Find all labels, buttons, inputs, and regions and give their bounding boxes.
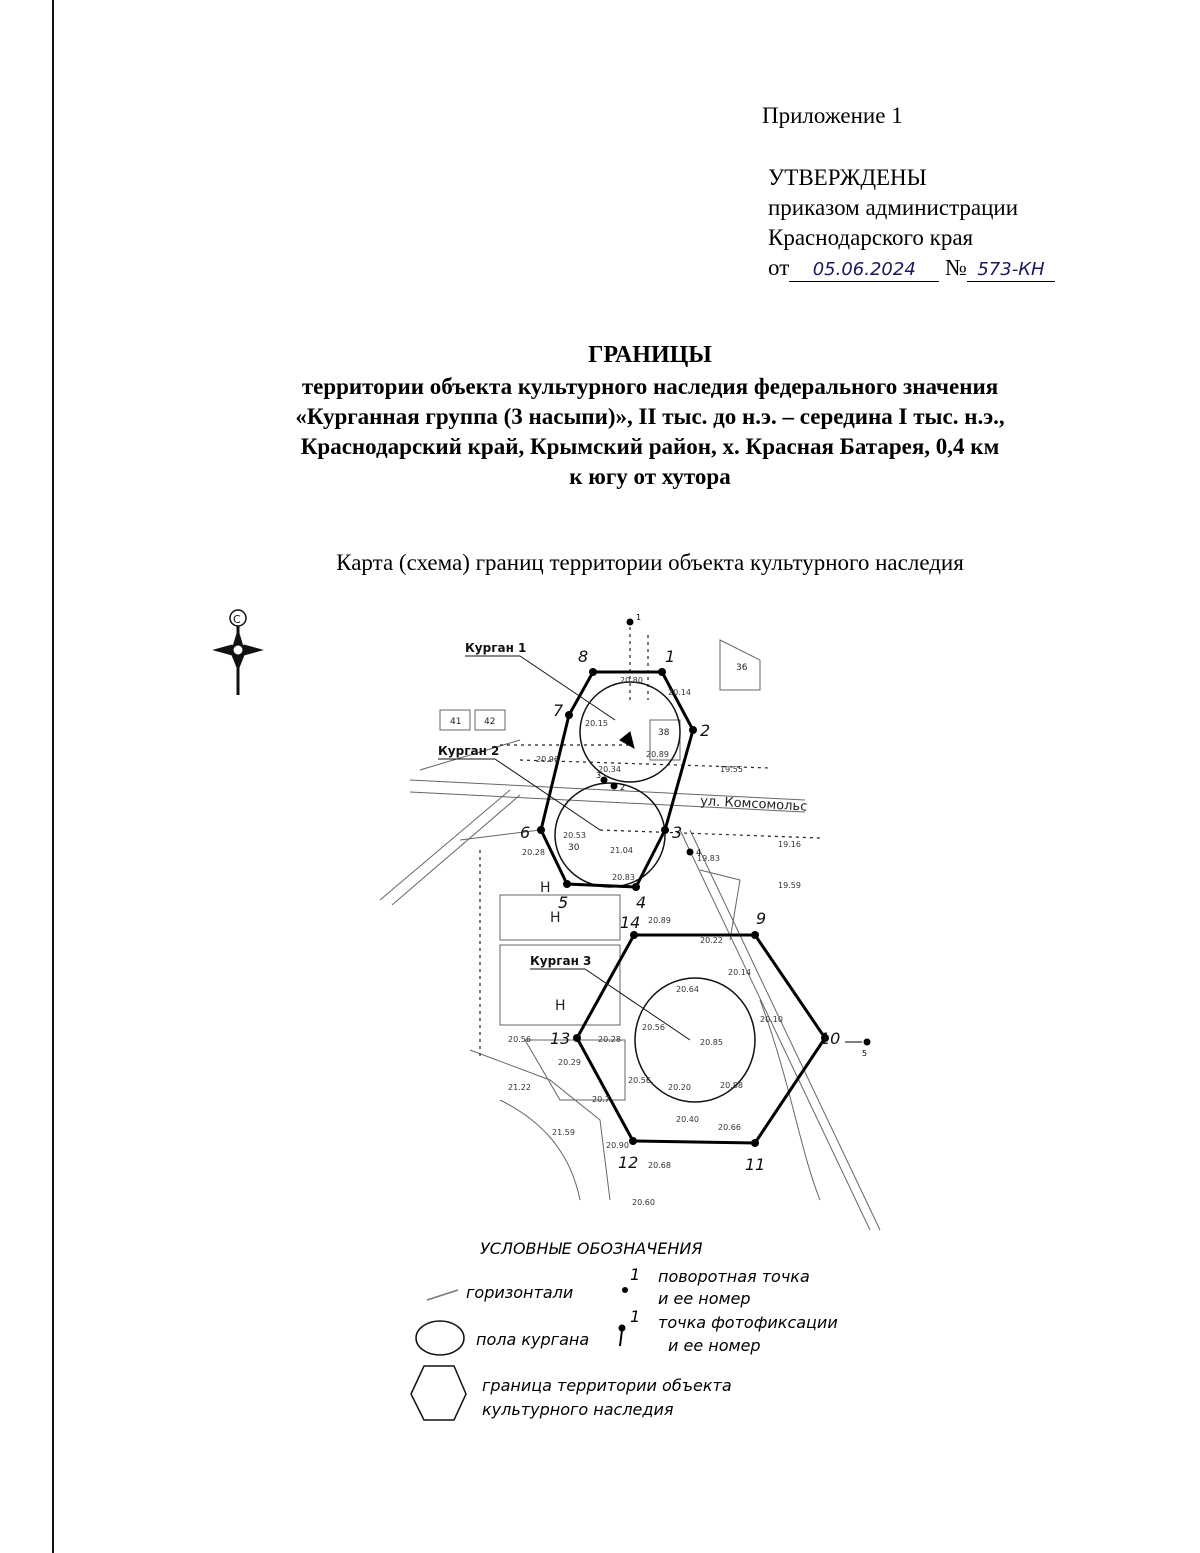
number-value: 573-КН — [967, 259, 1055, 282]
map-legend — [411, 1239, 838, 1420]
elevation-mark: 20.28 — [598, 1035, 621, 1044]
number-prefix: № — [945, 255, 967, 280]
legend-photo-point-line1: точка фотофиксации — [658, 1313, 838, 1332]
point-number: 1 — [665, 647, 676, 666]
turn-point-8 — [589, 668, 597, 676]
photo-point-number: 1 — [636, 613, 642, 622]
elevation-mark: 20.7 — [592, 1095, 610, 1104]
svg-text:С: С — [233, 613, 241, 626]
turn-point-12 — [629, 1137, 637, 1145]
turn-point-2 — [689, 726, 697, 734]
title-line-4: к югу от хутора — [569, 464, 731, 489]
elevation-mark: 20.89 — [646, 750, 669, 759]
photo-point-number: 2 — [620, 783, 626, 792]
photo-point-number: 3 — [596, 771, 602, 780]
boundary-polygons — [541, 672, 825, 1143]
elevation-mark: 20.56 — [508, 1035, 531, 1044]
legend-turn-point-number: 1 — [630, 1265, 641, 1284]
nonresidential-label: Н — [550, 910, 561, 926]
turn-point-5 — [563, 880, 571, 888]
turn-point-1 — [658, 668, 666, 676]
building-number: 38 — [658, 728, 670, 738]
elevation-mark: 20.20 — [668, 1083, 691, 1092]
photo-point-icon — [611, 783, 617, 789]
turn-point-3 — [661, 826, 669, 834]
elevation-mark: 20.85 — [700, 1038, 723, 1047]
appendix-label: Приложение 1 — [762, 103, 903, 128]
elevation-mark: 19.83 — [697, 854, 720, 863]
point-number: 12 — [618, 1153, 639, 1172]
legend-photo-point-line2: и ее номер — [668, 1336, 761, 1355]
approved-line-2: Краснодарского края — [768, 225, 974, 250]
legend-boundary-line1: граница территории объекта — [482, 1376, 732, 1395]
elevation-mark: 19.59 — [778, 881, 801, 890]
title-line-3: Краснодарский край, Крымский район, х. Красная Батарея, 0,4 км — [300, 434, 1000, 459]
elevation-mark: 21.22 — [508, 1083, 531, 1092]
point-number: 14 — [620, 913, 641, 932]
date-value: 05.06.2024 — [789, 259, 939, 282]
legend-title: УСЛОВНЫЕ ОБОЗНАЧЕНИЯ — [480, 1239, 703, 1258]
turn-point-14 — [630, 931, 638, 939]
elevation-mark: 20.53 — [563, 831, 586, 840]
turn-point-6 — [537, 826, 545, 834]
elevation-mark: 20.28 — [522, 848, 545, 857]
point-number: 2 — [700, 721, 711, 740]
kurgan-labels — [438, 641, 690, 1040]
approved-title: УТВЕРЖДЕНЫ — [768, 165, 927, 190]
title-main: ГРАНИЦЫ — [588, 342, 712, 368]
point-number: 9 — [756, 909, 767, 928]
kurgan-3-label: Курган 3 — [530, 954, 592, 968]
elevation-mark: 20.56 — [628, 1076, 651, 1085]
elevation-mark: 20.90 — [606, 1141, 629, 1150]
legend-turn-point-line1: поворотная точка — [658, 1267, 810, 1286]
date-prefix: от — [768, 255, 790, 280]
elevation-mark: 20.22 — [700, 936, 723, 945]
title-line-2: «Курганная группа (3 насыпи)», II тыс. до н.э. – середина I тыс. н.э., — [295, 404, 1005, 429]
street-label: ул. Комсомольс — [699, 794, 808, 815]
nonresidential-label: Н — [540, 880, 551, 896]
legend-boundary-line2: культурного наследия — [482, 1400, 674, 1419]
turn-point-4 — [632, 883, 640, 891]
approved-line-1: приказом администрации — [768, 195, 1019, 220]
turn-point-9 — [751, 931, 759, 939]
elevation-mark: 20.83 — [612, 873, 635, 882]
photo-point-icon — [864, 1039, 870, 1045]
elevation-mark: 20.34 — [598, 765, 621, 774]
point-number: 13 — [550, 1029, 571, 1048]
elevation-mark: 20.56 — [642, 1023, 665, 1032]
legend-photo-point-number: 1 — [630, 1307, 641, 1326]
photo-point-number: 4 — [696, 848, 702, 857]
kurgan-1-label: Курган 1 — [465, 641, 527, 655]
turn-point-legend-icon — [622, 1287, 628, 1293]
elevation-mark: 20.29 — [558, 1058, 581, 1067]
kurgan-2-label: Курган 2 — [438, 744, 500, 758]
photo-point-number: 5 — [862, 1049, 868, 1058]
point-number: 7 — [553, 701, 564, 720]
photo-point-icon — [627, 619, 633, 625]
point-number: 4 — [636, 893, 647, 912]
elevation-mark: 21.59 — [552, 1128, 575, 1137]
nonresidential-label: Н — [555, 998, 566, 1014]
elevation-mark: 20.89 — [648, 916, 671, 925]
photo-point-icon — [687, 849, 693, 855]
legend-turn-point-line2: и ее номер — [658, 1289, 751, 1308]
contour-legend-icon — [427, 1290, 458, 1300]
photo-point-icon — [601, 777, 607, 783]
elevation-mark: 20.15 — [585, 719, 608, 728]
map-subtitle: Карта (схема) границ территории объекта культурного наследия — [336, 550, 964, 575]
elevation-labels — [508, 676, 801, 1207]
elevation-mark: 20.68 — [648, 1161, 671, 1170]
compass-rose-icon — [214, 610, 262, 695]
mound-legend-icon — [416, 1321, 464, 1355]
elevation-mark: 19.55 — [720, 765, 743, 774]
elevation-mark: 20.14 — [728, 968, 751, 977]
legend-contours: горизонтали — [466, 1283, 574, 1302]
elevation-mark: 20.88 — [720, 1081, 743, 1090]
point-number: 6 — [520, 823, 531, 842]
building-number: 41 — [450, 717, 462, 727]
elevation-mark: 20.10 — [760, 1015, 783, 1024]
elevation-mark: 20.64 — [676, 985, 699, 994]
elevation-mark: 20.60 — [632, 1198, 655, 1207]
point-number: 10 — [820, 1029, 841, 1048]
building-number: 36 — [736, 663, 748, 673]
elevation-mark: 20.66 — [718, 1123, 741, 1132]
elevation-mark: 19.16 — [778, 840, 801, 849]
building-number: 42 — [484, 717, 496, 727]
title-line-1: территории объекта культурного наследия федерального значения — [301, 374, 999, 399]
elevation-mark: 20.96 — [536, 755, 559, 764]
elevation-mark: 20.40 — [676, 1115, 699, 1124]
point-number: 5 — [558, 893, 569, 912]
point-number: 8 — [578, 647, 589, 666]
building-number: 30 — [568, 843, 580, 853]
map-place-labels — [450, 663, 808, 1014]
elevation-mark: 20.14 — [668, 688, 691, 697]
legend-mound: пола кургана — [476, 1330, 590, 1349]
point-number: 3 — [672, 823, 683, 842]
elevation-mark: 20.80 — [620, 676, 643, 685]
turn-point-11 — [751, 1139, 759, 1147]
turn-point-13 — [573, 1034, 581, 1042]
point-number: 11 — [745, 1155, 766, 1174]
elevation-mark: 21.04 — [610, 846, 633, 855]
boundary-legend-icon — [411, 1366, 466, 1420]
turn-point-7 — [565, 711, 573, 719]
